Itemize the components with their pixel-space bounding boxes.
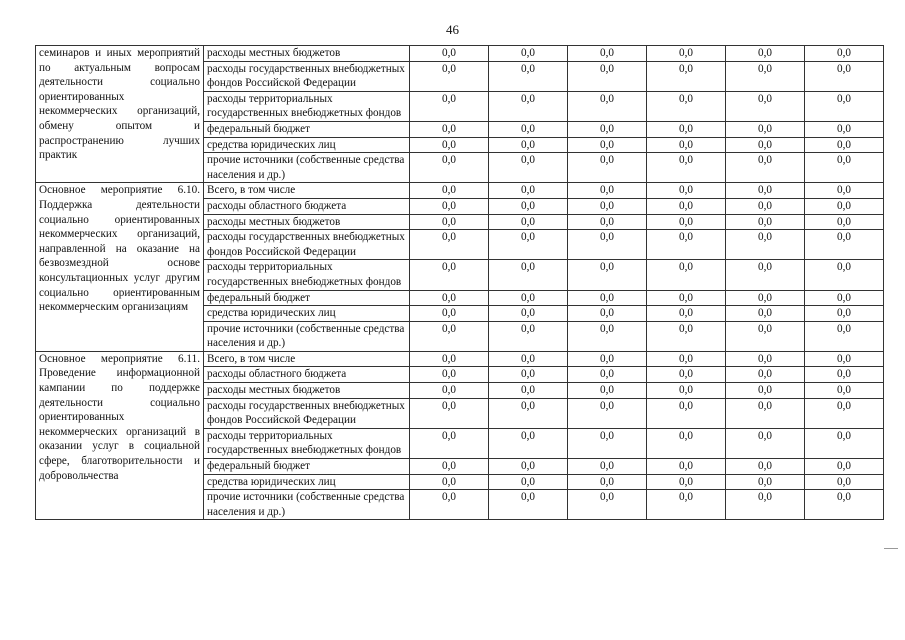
- table-row: [36, 46, 884, 62]
- value-cell: 0,0: [647, 428, 726, 458]
- value-cell: 0,0: [647, 121, 726, 137]
- value-cell: 0,0: [805, 61, 884, 91]
- value-cell: 0,0: [410, 61, 489, 91]
- value-cell: 0,0: [489, 121, 568, 137]
- funding-source-cell: средства юридических лиц: [204, 474, 410, 490]
- funding-source-cell: Всего, в том числе: [204, 351, 410, 367]
- value-cell: 0,0: [489, 91, 568, 121]
- value-cell: 0,0: [489, 61, 568, 91]
- value-cell: 0,0: [647, 351, 726, 367]
- funding-source-cell: расходы государственных внебюджетных фондов Российской Федерации: [204, 230, 410, 260]
- value-cell: 0,0: [726, 290, 805, 306]
- value-cell: 0,0: [489, 459, 568, 475]
- funding-source-cell: прочие источники (собственные средства населения и др.): [204, 490, 410, 520]
- value-cell: 0,0: [647, 459, 726, 475]
- value-cell: 0,0: [726, 459, 805, 475]
- value-cell: 0,0: [726, 321, 805, 351]
- funding-source-cell: расходы территориальных государственных внебюджетных фондов: [204, 91, 410, 121]
- value-cell: 0,0: [568, 214, 647, 230]
- value-cell: 0,0: [726, 367, 805, 383]
- value-cell: 0,0: [410, 490, 489, 520]
- value-cell: 0,0: [805, 306, 884, 322]
- value-cell: 0,0: [410, 121, 489, 137]
- value-cell: 0,0: [726, 198, 805, 214]
- value-cell: 0,0: [568, 398, 647, 428]
- table-row: [36, 351, 884, 367]
- funding-source-cell: средства юридических лиц: [204, 306, 410, 322]
- value-cell: 0,0: [568, 306, 647, 322]
- value-cell: 0,0: [568, 459, 647, 475]
- value-cell: 0,0: [410, 230, 489, 260]
- value-cell: 0,0: [568, 121, 647, 137]
- value-cell: 0,0: [568, 137, 647, 153]
- funding-source-cell: средства юридических лиц: [204, 137, 410, 153]
- value-cell: 0,0: [410, 383, 489, 399]
- value-cell: 0,0: [489, 490, 568, 520]
- table-row: [36, 183, 884, 199]
- value-cell: 0,0: [726, 61, 805, 91]
- value-cell: 0,0: [568, 474, 647, 490]
- value-cell: 0,0: [647, 321, 726, 351]
- value-cell: 0,0: [805, 198, 884, 214]
- value-cell: 0,0: [568, 321, 647, 351]
- value-cell: 0,0: [805, 428, 884, 458]
- value-cell: 0,0: [410, 183, 489, 199]
- value-cell: 0,0: [410, 290, 489, 306]
- funding-source-cell: прочие источники (собственные средства населения и др.): [204, 321, 410, 351]
- value-cell: 0,0: [410, 306, 489, 322]
- value-cell: 0,0: [805, 214, 884, 230]
- value-cell: 0,0: [410, 367, 489, 383]
- funding-source-cell: расходы областного бюджета: [204, 367, 410, 383]
- value-cell: 0,0: [726, 183, 805, 199]
- value-cell: 0,0: [410, 214, 489, 230]
- value-cell: 0,0: [568, 153, 647, 183]
- value-cell: 0,0: [805, 490, 884, 520]
- value-cell: 0,0: [805, 230, 884, 260]
- value-cell: 0,0: [489, 321, 568, 351]
- value-cell: 0,0: [805, 474, 884, 490]
- value-cell: 0,0: [805, 351, 884, 367]
- value-cell: 0,0: [489, 428, 568, 458]
- value-cell: 0,0: [726, 306, 805, 322]
- funding-source-cell: расходы государственных внебюджетных фондов Российской Федерации: [204, 398, 410, 428]
- value-cell: 0,0: [805, 121, 884, 137]
- value-cell: 0,0: [568, 198, 647, 214]
- value-cell: 0,0: [568, 91, 647, 121]
- value-cell: 0,0: [410, 474, 489, 490]
- value-cell: 0,0: [647, 474, 726, 490]
- funding-source-cell: федеральный бюджет: [204, 121, 410, 137]
- value-cell: 0,0: [726, 121, 805, 137]
- value-cell: 0,0: [805, 383, 884, 399]
- value-cell: 0,0: [489, 474, 568, 490]
- value-cell: 0,0: [410, 137, 489, 153]
- value-cell: 0,0: [568, 230, 647, 260]
- value-cell: 0,0: [647, 306, 726, 322]
- value-cell: 0,0: [647, 61, 726, 91]
- value-cell: 0,0: [410, 398, 489, 428]
- value-cell: 0,0: [568, 490, 647, 520]
- value-cell: 0,0: [410, 46, 489, 62]
- value-cell: 0,0: [489, 306, 568, 322]
- value-cell: 0,0: [805, 398, 884, 428]
- value-cell: 0,0: [568, 290, 647, 306]
- value-cell: 0,0: [726, 214, 805, 230]
- value-cell: 0,0: [805, 137, 884, 153]
- funding-source-cell: прочие источники (собственные средства населения и др.): [204, 153, 410, 183]
- value-cell: 0,0: [647, 214, 726, 230]
- value-cell: 0,0: [568, 260, 647, 290]
- value-cell: 0,0: [647, 137, 726, 153]
- value-cell: 0,0: [726, 474, 805, 490]
- value-cell: 0,0: [489, 351, 568, 367]
- value-cell: 0,0: [647, 183, 726, 199]
- value-cell: 0,0: [647, 198, 726, 214]
- funding-source-cell: федеральный бюджет: [204, 290, 410, 306]
- funding-source-cell: расходы территориальных государственных внебюджетных фондов: [204, 428, 410, 458]
- value-cell: 0,0: [568, 61, 647, 91]
- activity-name-cell: Основное мероприятие 6.10. Поддержка деятельности социально ориентированных некоммерческих организаций, направленной на оказание на безвозмездной основе консультационных услуг другим социально ориентированным некоммерческим организациям: [36, 183, 204, 352]
- page-number: 46: [446, 22, 459, 37]
- funding-source-cell: расходы областного бюджета: [204, 198, 410, 214]
- value-cell: 0,0: [568, 183, 647, 199]
- value-cell: 0,0: [568, 351, 647, 367]
- value-cell: 0,0: [489, 383, 568, 399]
- funding-source-cell: расходы местных бюджетов: [204, 383, 410, 399]
- value-cell: 0,0: [489, 367, 568, 383]
- value-cell: 0,0: [647, 230, 726, 260]
- value-cell: 0,0: [647, 367, 726, 383]
- value-cell: 0,0: [805, 459, 884, 475]
- value-cell: 0,0: [489, 398, 568, 428]
- value-cell: 0,0: [410, 153, 489, 183]
- value-cell: 0,0: [410, 459, 489, 475]
- value-cell: 0,0: [726, 46, 805, 62]
- value-cell: 0,0: [726, 428, 805, 458]
- value-cell: 0,0: [489, 214, 568, 230]
- value-cell: 0,0: [805, 367, 884, 383]
- value-cell: 0,0: [726, 91, 805, 121]
- funding-source-cell: расходы местных бюджетов: [204, 46, 410, 62]
- value-cell: 0,0: [410, 351, 489, 367]
- value-cell: 0,0: [726, 383, 805, 399]
- value-cell: 0,0: [805, 321, 884, 351]
- value-cell: 0,0: [410, 198, 489, 214]
- value-cell: 0,0: [568, 367, 647, 383]
- value-cell: 0,0: [805, 91, 884, 121]
- value-cell: 0,0: [805, 46, 884, 62]
- value-cell: 0,0: [489, 230, 568, 260]
- value-cell: 0,0: [805, 260, 884, 290]
- activity-name-cell: Основное мероприятие 6.11. Проведение информационной кампании по поддержке деятельности социально ориентированных некоммерческих организаций в оказании услуг в социальной сфере, благотворительности и добровольчества: [36, 351, 204, 520]
- activity-name-cell: семинаров и иных мероприятий по актуальным вопросам деятельности социально ориентированных некоммерческих организаций, обмену опытом и распространению лучших практик: [36, 46, 204, 183]
- value-cell: 0,0: [726, 398, 805, 428]
- value-cell: 0,0: [726, 490, 805, 520]
- value-cell: 0,0: [726, 260, 805, 290]
- budget-table: [35, 45, 884, 520]
- value-cell: 0,0: [647, 153, 726, 183]
- value-cell: 0,0: [410, 428, 489, 458]
- funding-source-cell: расходы территориальных государственных внебюджетных фондов: [204, 260, 410, 290]
- value-cell: 0,0: [726, 153, 805, 183]
- scan-edge-mark: [884, 548, 898, 549]
- value-cell: 0,0: [647, 260, 726, 290]
- funding-source-cell: расходы местных бюджетов: [204, 214, 410, 230]
- value-cell: 0,0: [726, 230, 805, 260]
- value-cell: 0,0: [647, 91, 726, 121]
- value-cell: 0,0: [489, 153, 568, 183]
- value-cell: 0,0: [726, 137, 805, 153]
- value-cell: 0,0: [489, 260, 568, 290]
- value-cell: 0,0: [489, 290, 568, 306]
- value-cell: 0,0: [489, 137, 568, 153]
- value-cell: 0,0: [568, 383, 647, 399]
- value-cell: 0,0: [647, 398, 726, 428]
- value-cell: 0,0: [726, 351, 805, 367]
- value-cell: 0,0: [568, 428, 647, 458]
- value-cell: 0,0: [410, 321, 489, 351]
- value-cell: 0,0: [647, 383, 726, 399]
- value-cell: 0,0: [805, 153, 884, 183]
- funding-source-cell: федеральный бюджет: [204, 459, 410, 475]
- value-cell: 0,0: [489, 183, 568, 199]
- value-cell: 0,0: [647, 46, 726, 62]
- value-cell: 0,0: [805, 290, 884, 306]
- value-cell: 0,0: [489, 198, 568, 214]
- funding-source-cell: расходы государственных внебюджетных фондов Российской Федерации: [204, 61, 410, 91]
- value-cell: 0,0: [410, 260, 489, 290]
- value-cell: 0,0: [805, 183, 884, 199]
- value-cell: 0,0: [489, 46, 568, 62]
- value-cell: 0,0: [647, 290, 726, 306]
- value-cell: 0,0: [568, 46, 647, 62]
- funding-source-cell: Всего, в том числе: [204, 183, 410, 199]
- value-cell: 0,0: [410, 91, 489, 121]
- table-body: [36, 46, 884, 520]
- value-cell: 0,0: [647, 490, 726, 520]
